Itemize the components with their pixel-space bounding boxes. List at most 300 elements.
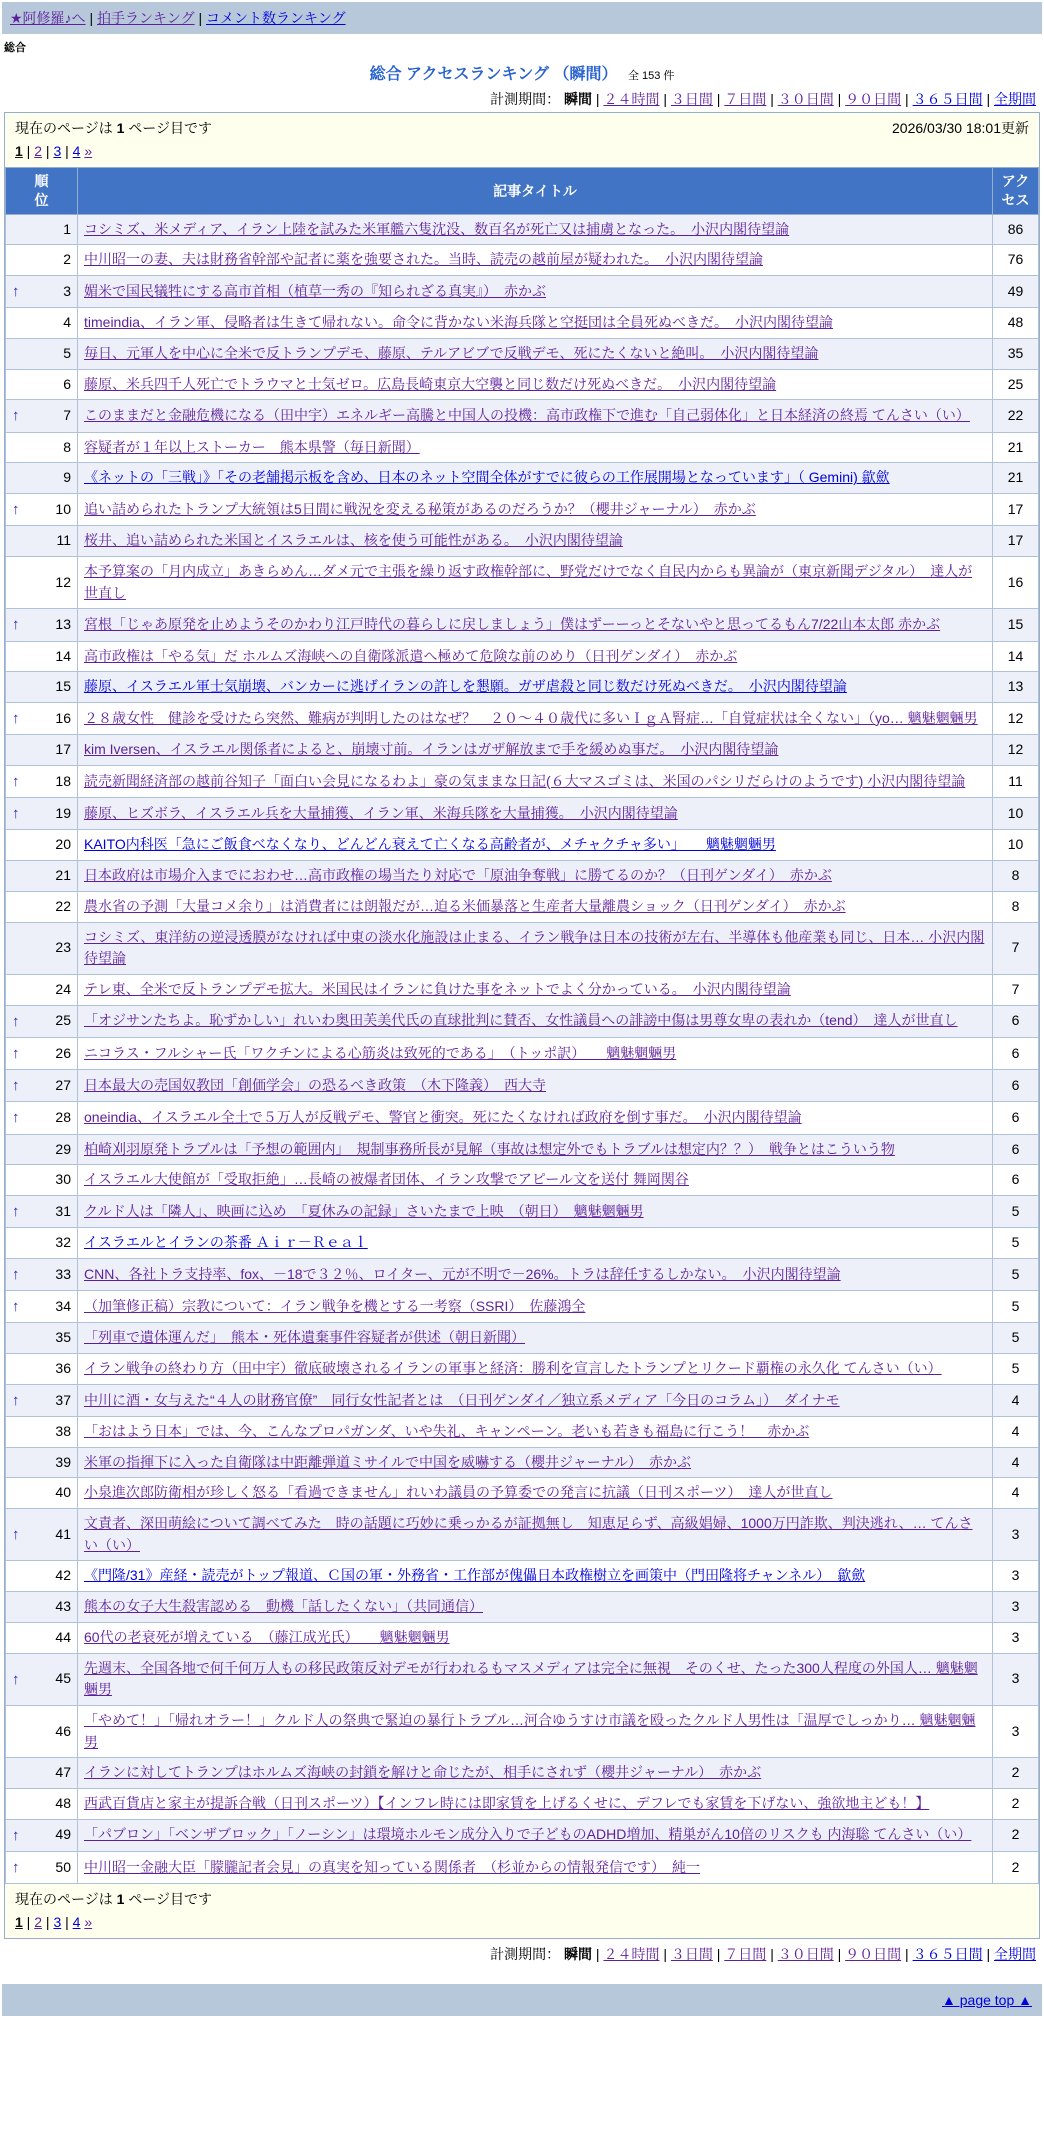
table-row [6, 891, 1039, 922]
rank-cell [6, 1070, 78, 1102]
rank-number: 26 [55, 1044, 71, 1061]
title-cell [78, 1622, 993, 1653]
rank-up-icon: ↑ [12, 1077, 20, 1095]
rank-cell [6, 1384, 78, 1416]
rank-inner [12, 1824, 71, 1847]
article-link[interactable]: 西武百貨店と家主が提訴合戦（日刊スポーツ）【インフレ時には即家賃を上げるくせに、デフレでも家賃を下げない、強欲地主ども！】 [84, 1794, 930, 1811]
article-link[interactable]: timeindia、イラン軍、侵略者は生きて帰れない。命令に背かない米海兵隊と空挺団は全員死ぬべきだ。 小沢内閣待望論 [84, 314, 834, 331]
rank-number: 15 [55, 678, 71, 695]
rank-cell [6, 1592, 78, 1623]
topbar-link-comment-ranking[interactable]: コメント数ランキング [206, 10, 346, 26]
article-link[interactable]: イランに対してトランプはホルムズ海峡の封鎖を解けと命じたが、相手にされず（櫻井ジャーナル） 赤かぶ [84, 1764, 762, 1781]
title-cell [78, 1561, 993, 1592]
rank-inner [12, 1627, 71, 1649]
article-link[interactable]: 読売新聞経済部の越前谷知子「面白い会見になるわよ」豪の気ままな日記(６大マスゴミは、米国のパシリだらけのようです) 小沢内閣待望論 [84, 772, 966, 789]
rank-inner [12, 707, 71, 730]
rank-inner [12, 676, 71, 698]
current-page-text: 現在のページは 1 ページ目です [15, 120, 213, 136]
title-cell [78, 369, 993, 400]
table-row [6, 369, 1039, 400]
title-cell [78, 1165, 993, 1196]
table-row [6, 609, 1039, 641]
period-link[interactable]: ２４時間 [603, 91, 660, 107]
table-row [6, 276, 1039, 308]
rank-number: 46 [55, 1722, 71, 1739]
rank-inner [12, 1263, 71, 1286]
rank-inner [12, 1523, 71, 1546]
table-row [6, 1323, 1039, 1354]
period-link[interactable]: ９０日間 [845, 91, 902, 107]
access-count: 7 [993, 922, 1039, 974]
article-link[interactable]: 柏崎刈羽原発トラブルは「予想の範囲内」 規制事務所長が見解（事故は想定外でもトラブルは想定内？？） 戦争とはこういう物 [84, 1140, 895, 1157]
rank-cell [6, 1561, 78, 1592]
rank-number: 22 [55, 897, 71, 914]
rank-up-icon: ↑ [12, 1265, 20, 1283]
title-cell [78, 1851, 993, 1883]
separator: | [982, 1946, 994, 1963]
access-count: 4 [993, 1478, 1039, 1509]
topbar [2, 2, 1042, 34]
title-cell [78, 1819, 993, 1851]
rank-inner [12, 1793, 71, 1815]
pagination-bottom [5, 1911, 1039, 1938]
title-wrap [0, 61, 1044, 84]
article-link[interactable]: 「おはよう日本」では、今、こんなプロパガンダ、いや失礼、キャンペーン。老いも若きも福島に行こう！ 赤かぶ [84, 1423, 810, 1440]
rank-cell [6, 308, 78, 339]
content-box [4, 112, 1040, 1939]
article-link[interactable]: 「オジサンたちよ。恥ずかしい」れいわ奥田芙美代氏の直球批判に賛否、女性議員への誹謗中傷は男尊女卑の表れか（tend） 達人が世直し [84, 1012, 958, 1029]
table-row [6, 463, 1039, 494]
article-link[interactable]: 日本政府は市場介入までにおわせ…高市政権の場当たり対応で「原油争奪戦」に勝てるのか？（日刊ゲンダイ） 赤かぶ [84, 867, 832, 884]
title-cell [78, 400, 993, 432]
page-title: 総合 アクセスランキング （瞬間） [369, 66, 618, 83]
article-link[interactable]: 熊本の女子大生殺害認める 動機「話したくない」（共同通信） [84, 1598, 483, 1615]
rank-inner [12, 219, 71, 241]
article-link[interactable]: ニコラス・フルシャー氏「ワクチンによる心筋炎は致死的である」 （トッポ訳） 魑魅魍魎男 [84, 1044, 677, 1061]
rank-cell [6, 1447, 78, 1478]
rank-number: 3 [63, 282, 71, 299]
table-row [6, 1653, 1039, 1705]
title-column-header: 記事タイトル [78, 168, 993, 215]
article-link[interactable]: 媚米で国民犠牲にする高市首相（植草一秀の『知られざる真実』） 赤かぶ [84, 282, 546, 299]
rank-number: 21 [55, 867, 71, 884]
article-link[interactable]: イスラエル大使館が「受取拒絶」…長崎の被爆者団体、イラン攻撃でアピール文を送付 舞岡関谷 [84, 1171, 689, 1188]
title-cell [78, 765, 993, 797]
rank-inner [12, 498, 71, 521]
separator: | [659, 1946, 671, 1963]
pagination-current-page: 1 [15, 143, 23, 159]
info-bar-bottom [5, 1884, 1039, 1911]
rank-number: 19 [55, 805, 71, 821]
separator: | [712, 1946, 725, 1963]
period-link[interactable]: ３０日間 [777, 1946, 834, 1963]
rank-number: 16 [55, 709, 71, 726]
article-link[interactable]: 藤原、ヒズボラ、イスラエル兵を大量捕獲、イラン軍、米海兵隊を大量捕獲。 小沢内閣待望論 [84, 805, 678, 821]
pagination-current-page: 1 [15, 1914, 23, 1931]
article-link[interactable]: ２８歳女性 健診を受けたら突然、難病が判明したのはなぜ？ ２０～４０歳代に多いＩｇＡ腎症…「自覚症状は全くない」（yo… 魑魅魍魎男 [84, 709, 978, 726]
access-count: 5 [993, 1291, 1039, 1323]
article-link[interactable]: コシミズ、東洋紡の逆浸透膜がなければ中東の淡水化施設は止まる、イラン戦争は日本の技術が左右、半導体も他産業も同じ、日本… 小沢内閣待望論 [84, 928, 985, 967]
access-count: 6 [993, 1102, 1039, 1134]
rank-number: 34 [55, 1297, 71, 1314]
article-link[interactable]: イスラエルとイランの茶番 Ａｉｒ－Ｒｅａｌ [84, 1234, 368, 1251]
rank-inner [12, 937, 71, 959]
article-link[interactable]: イラン戦争の終わり方（田中宇）徹底破壊されるイランの軍事と経済：勝利を宣言したトランプとリクード覇権の永久化 てんさい（い） [84, 1360, 942, 1377]
table-row [6, 922, 1039, 974]
access-count: 4 [993, 1417, 1039, 1448]
separator: | [592, 1946, 604, 1963]
separator: | [42, 1914, 54, 1931]
access-count: 14 [993, 641, 1039, 672]
rank-inner [12, 1482, 71, 1504]
pagination-page-link[interactable]: 2 [34, 1914, 43, 1931]
rank-cell [6, 1037, 78, 1069]
access-column-header: アクセス [993, 168, 1039, 215]
table-row [6, 735, 1039, 766]
separator: | [22, 1914, 35, 1931]
rank-cell [6, 1819, 78, 1851]
access-count: 5 [993, 1228, 1039, 1259]
title-cell [78, 276, 993, 308]
article-link[interactable]: コシミズ、米メディア、イラン上陸を試みた米軍艦六隻沈没、数百名が死亡又は捕虜となった。 小沢内閣待望論 [84, 220, 790, 237]
period-links-top [564, 91, 1036, 107]
article-link[interactable]: テレ東、全米で反トランプデモ拡大。米国民はイランに負けた事をネットでよく分かっている。 小沢内閣待望論 [84, 980, 791, 997]
table-row [6, 557, 1039, 609]
article-link[interactable]: 日本最大の売国奴教団「創価学会」の恐るべき政策 （木下隆義） 西大寺 [84, 1076, 546, 1093]
rank-number: 10 [55, 500, 71, 517]
rank-number: 38 [55, 1423, 71, 1440]
pagination-page-link[interactable]: 2 [34, 143, 43, 159]
title-cell [78, 308, 993, 339]
rank-number: 6 [63, 375, 71, 392]
rank-cell [6, 1417, 78, 1448]
period-link[interactable]: 全期間 [994, 1946, 1036, 1963]
access-count: 3 [993, 1705, 1039, 1757]
title-cell [78, 1228, 993, 1259]
title-cell [78, 798, 993, 830]
article-link[interactable]: 中川昭一の妻、夫は財務省幹部や記者に薬を強要された。当時、読売の越前屋が疑われた。 小沢内閣待望論 [84, 251, 763, 268]
article-link[interactable]: 宮根「じゃあ原発を止めようそのかわり江戸時代の暮らしに戻しましょう」僕はずーーっとそないやと思ってるもん7/22山本太郎 赤かぶ [84, 616, 941, 633]
table-row [6, 1070, 1039, 1102]
rank-inner [12, 1010, 71, 1033]
rank-number: 30 [55, 1171, 71, 1188]
rank-cell [6, 922, 78, 974]
title-cell [78, 830, 993, 861]
period-link[interactable]: ３０日間 [777, 91, 834, 107]
total-count: 全 153 件 [627, 70, 675, 82]
table-row [6, 432, 1039, 463]
rank-number: 7 [63, 407, 71, 424]
table-row [6, 1258, 1039, 1290]
access-count: 49 [993, 276, 1039, 308]
access-count: 22 [993, 400, 1039, 432]
rank-up-icon: ↑ [12, 805, 20, 823]
table-row [6, 1005, 1039, 1037]
rank-number: 28 [55, 1109, 71, 1126]
access-count: 2 [993, 1788, 1039, 1819]
article-link[interactable]: 中川昭一金融大臣「朦朧記者会見」の真実を知っている関係者 （杉並からの情報発信です） 純一 [84, 1858, 700, 1875]
rank-cell [6, 765, 78, 797]
footer-bar [2, 1984, 1042, 2016]
access-count: 15 [993, 609, 1039, 641]
separator: | [61, 143, 73, 159]
rank-number: 32 [55, 1234, 71, 1251]
rank-cell [6, 1258, 78, 1290]
article-link[interactable]: （加筆修正稿）宗教について：イラン戦争を機とする一考察（SSRI） 佐藤鴻全 [84, 1297, 586, 1314]
rank-number: 23 [55, 939, 71, 956]
current-page-text: 現在のページは 1 ページ目です [15, 1891, 213, 1908]
rank-inner [12, 770, 71, 793]
access-count: 3 [993, 1509, 1039, 1561]
table-row [6, 641, 1039, 672]
separator: | [766, 1946, 778, 1963]
table-row [6, 1851, 1039, 1883]
article-link[interactable]: 「やめて！」「帰れオラー！」クルド人の祭典で緊迫の暴行トラブル…河合ゆうすけ市議を殴ったクルド人男性は「温厚でしっかり… 魑魅魍魎男 [84, 1711, 976, 1750]
pagination-page-link[interactable]: 4 [72, 1914, 81, 1931]
title-cell [78, 432, 993, 463]
period-link[interactable]: ７日間 [724, 91, 767, 107]
rank-number: 8 [63, 438, 71, 455]
rank-cell [6, 1005, 78, 1037]
rank-inner [12, 739, 71, 761]
table-row [6, 1788, 1039, 1819]
page [0, 2, 1044, 2154]
title-cell [78, 1653, 993, 1705]
rank-number: 47 [55, 1764, 71, 1781]
article-link[interactable]: 容疑者が１年以上ストーカー 熊本県警（毎日新聞） [84, 438, 420, 455]
topbar-link-hakushu-ranking[interactable]: 拍手ランキング [96, 10, 195, 26]
title-cell [78, 922, 993, 974]
rank-inner [12, 1452, 71, 1474]
article-link[interactable]: kim Iversen、イスラエル関係者によると、崩壊寸前。イランはガザ解放まで手を緩めぬ事だ。 小沢内閣待望論 [84, 741, 779, 758]
rank-inner [12, 1389, 71, 1412]
rank-number: 44 [55, 1628, 71, 1645]
title-cell [78, 463, 993, 494]
table-row [6, 1478, 1039, 1509]
rank-cell [6, 641, 78, 672]
title-cell [78, 1417, 993, 1448]
title-cell [78, 1384, 993, 1416]
article-link[interactable]: 桜井、追い詰められた米国とイスラエルは、核を使う可能性がある。 小沢内閣待望論 [84, 532, 623, 549]
pagination-next-link[interactable]: » [84, 1914, 93, 1931]
separator: | [22, 143, 35, 159]
access-count: 17 [993, 494, 1039, 526]
rank-inner [12, 312, 71, 334]
section-label: 総合 [4, 42, 26, 54]
rank-inner [12, 1200, 71, 1223]
pagination-next-link[interactable]: » [84, 143, 93, 159]
title-cell [78, 339, 993, 370]
article-link[interactable]: 小泉進次郎防衛相が珍しく怒る「看過できません」れいわ議員の予算委での発言に抗議（日刊スポーツ） 達人が世直し [84, 1484, 833, 1501]
rank-number: 31 [55, 1202, 71, 1219]
access-count: 6 [993, 1070, 1039, 1102]
title-cell [78, 861, 993, 892]
article-link[interactable]: 本予算案の「月内成立」あきらめん…ダメ元で主張を繰り返す政権幹部に、野党だけでなく自民内からも異論が（東京新聞デジタル） 達人が世直し [84, 563, 973, 601]
rank-number: 33 [55, 1265, 71, 1282]
title-cell [78, 1102, 993, 1134]
article-link[interactable]: 毎日、元軍人を中心に全米で反トランプデモ、藤原、テルアビブで反戦デモ、死にたくないと絶叫。 小沢内閣待望論 [84, 345, 819, 362]
access-count: 3 [993, 1592, 1039, 1623]
page-top-link[interactable]: ▲ page top ▲ [942, 1992, 1032, 2009]
access-count: 21 [993, 463, 1039, 494]
rank-cell [6, 1134, 78, 1165]
rank-inner [12, 865, 71, 887]
rank-cell [6, 1509, 78, 1561]
access-count: 10 [993, 830, 1039, 861]
table-row [6, 1134, 1039, 1165]
access-count: 3 [993, 1561, 1039, 1592]
article-link[interactable]: このままだと金融危機になる（田中宇）エネルギー高騰と中国人の投機：高市政権下で進む「自己弱体化」と日本経済の終焉 てんさい（い） [84, 407, 970, 424]
rank-inner [12, 1596, 71, 1618]
article-link[interactable]: 追い詰められたトランプ大統領は5日間に戦況を変える秘策があるのだろうか？（櫻井ジャーナル） 赤かぶ [84, 500, 756, 517]
access-count: 13 [993, 672, 1039, 703]
rank-inner [12, 374, 71, 396]
article-link[interactable]: 藤原、イスラエル軍士気崩壊、バンカーに逃げイランの許しを懇願。ガザ虐殺と同じ数だけ死ぬべきだ。 小沢内閣待望論 [84, 678, 847, 695]
rank-number: 24 [55, 980, 71, 997]
period-link[interactable]: ３日間 [670, 1946, 713, 1963]
table-row [6, 798, 1039, 830]
rank-number: 20 [55, 836, 71, 853]
article-link[interactable]: KAITO内科医「急にご飯食べなくなり、どんどん衰えて亡くなる高齢者が、メチャクチャ多い」 魑魅魍魎男 [84, 836, 776, 853]
rank-cell [6, 463, 78, 494]
rank-number: 27 [55, 1076, 71, 1093]
article-link[interactable]: oneindia、イスラエル全土で５万人が反戦デモ、警官と衝突。死にたくなければ政府を倒す事だ。 小沢内閣待望論 [84, 1109, 802, 1126]
rank-up-icon: ↑ [12, 283, 20, 301]
title-cell [78, 526, 993, 557]
access-count: 7 [993, 974, 1039, 1005]
article-link[interactable]: 《ネットの「三戦」》「その老舗掲示板を含め、日本のネット空間全体がすでに彼らの工作展開場となっています」（ Gemini) 歙歛 [84, 469, 890, 486]
access-count: 5 [993, 1323, 1039, 1354]
rank-cell [6, 672, 78, 703]
info-bar-top [5, 113, 1039, 140]
access-count: 11 [993, 765, 1039, 797]
period-link[interactable]: 全期間 [994, 91, 1036, 107]
rank-number: 17 [55, 741, 71, 758]
title-cell [78, 891, 993, 922]
pagination-page-link[interactable]: 3 [53, 143, 62, 159]
rank-inner [12, 1856, 71, 1879]
title-cell [78, 557, 993, 609]
article-link[interactable]: CNN、各社トラ支持率、fox、－18で３２％、ロイター、元が不明で－26%。トラは辞任するしかない。 小沢内閣待望論 [84, 1265, 841, 1282]
rank-inner [12, 1565, 71, 1587]
rank-number: 43 [55, 1598, 71, 1615]
table-row [6, 245, 1039, 276]
period-link[interactable]: ２４時間 [603, 1946, 660, 1963]
access-count: 86 [993, 214, 1039, 245]
pagination-page-link[interactable]: 3 [53, 1914, 62, 1931]
rank-cell [6, 861, 78, 892]
rank-inner [12, 1762, 71, 1784]
article-link[interactable]: 「パブロン」「ベンザブロック」「ノーシン」は環境ホルモン成分入りで子どものADHD増加、精巣がん10倍のリスクも 内海聡 てんさい（い） [84, 1826, 972, 1843]
topbar-link-asyura-home[interactable]: ★阿修羅♪へ [10, 10, 86, 26]
rank-cell [6, 1323, 78, 1354]
rank-cell [6, 609, 78, 641]
article-link[interactable]: 農水省の予測「大量コメ余り」は消費者には朗報だが…迫る米価暴落と生産者大量離農ショック（日刊ゲンダイ） 赤かぶ [84, 897, 846, 914]
table-row [6, 214, 1039, 245]
rank-up-icon: ↑ [12, 1391, 20, 1409]
title-cell [78, 1788, 993, 1819]
period-link[interactable]: ７日間 [724, 1946, 767, 1963]
rank-up-icon: ↑ [12, 407, 20, 425]
rank-up-icon: ↑ [12, 616, 20, 634]
rank-column-header: 順位 [6, 168, 78, 215]
period-line-bottom [8, 1944, 1036, 1964]
rank-cell [6, 1705, 78, 1757]
title-cell [78, 245, 993, 276]
article-link[interactable]: 米軍の指揮下に入った自衛隊は中距離弾道ミサイルで中国を威嚇する（櫻井ジャーナル） 赤かぶ [84, 1453, 692, 1470]
rank-inner [12, 613, 71, 636]
table-row [6, 1592, 1039, 1623]
current-page-number: 1 [116, 120, 125, 136]
rank-cell [6, 735, 78, 766]
table-row [6, 672, 1039, 703]
period-link[interactable]: ９０日間 [845, 1946, 902, 1963]
article-link[interactable]: 《門隆/31》産経・読売がトップ報道、Ｃ国の軍・外務省・工作部が傀儡日本政権樹立を画策中（門田隆将チャンネル） 歙歛 [84, 1567, 866, 1584]
access-count: 2 [993, 1851, 1039, 1883]
rank-cell [6, 830, 78, 861]
period-current: 瞬間 [564, 91, 593, 107]
table-row [6, 1195, 1039, 1227]
access-count: 3 [993, 1622, 1039, 1653]
rank-number: 45 [55, 1670, 71, 1687]
access-count: 6 [993, 1165, 1039, 1196]
article-link[interactable]: 60代の老衰死が増えている （藤江成光氏） 魑魅魍魎男 [84, 1628, 450, 1645]
table-row [6, 765, 1039, 797]
period-links-bottom [564, 1946, 1036, 1962]
rank-cell [6, 703, 78, 735]
rank-cell [6, 432, 78, 463]
title-cell [78, 214, 993, 245]
rank-number: 11 [56, 532, 71, 549]
access-count: 6 [993, 1037, 1039, 1069]
access-count: 5 [993, 1195, 1039, 1227]
rank-up-icon: ↑ [12, 710, 20, 728]
title-cell [78, 1291, 993, 1323]
rank-inner [12, 1074, 71, 1097]
access-count: 35 [993, 339, 1039, 370]
rank-inner [12, 343, 71, 365]
separator: | [659, 91, 671, 107]
article-link[interactable]: クルド人は「隣人」、映画に込め 「夏休みの記録」さいたまで上映 （朝日） 魑魅魍魎男 [84, 1202, 644, 1219]
article-link[interactable]: 先週末、全国各地で何千何万人もの移民政策反対デモが行われるもマスメディアは完全に無視 そのくせ、たった300人程度の外国人… 魑魅魍魎男 [84, 1659, 978, 1698]
table-row [6, 1705, 1039, 1757]
article-link[interactable]: 中川に酒・女与えた“４人の財務官僚” 同行女性記者とは （日刊ゲンダイ／独立系メディア「今日のコラム」） ダイナモ [84, 1391, 840, 1408]
rank-up-icon: ↑ [12, 1202, 20, 1220]
rank-number: 2 [63, 251, 71, 268]
pagination-page-link[interactable]: 4 [72, 143, 81, 159]
rank-inner [12, 467, 71, 489]
article-link[interactable]: 高市政権は「やる気」だ ホルムズ海峡への自衛隊派遣へ極めて危険な前のめり（日刊ゲンダイ） 赤かぶ [84, 647, 738, 664]
rank-number: 40 [55, 1484, 71, 1501]
article-link[interactable]: 「列車で遺体運んだ」 熊本・死体遺棄事件容疑者が供述（朝日新聞） [84, 1329, 525, 1346]
article-link[interactable]: 藤原、米兵四千人死亡でトラウマと士気ゼロ。広島長崎東京大空襲と同じ数だけ死ぬべきだ。 小沢内閣待望論 [84, 375, 777, 392]
period-link[interactable]: ３日間 [670, 91, 713, 107]
rank-cell [6, 494, 78, 526]
rank-up-icon: ↑ [12, 1298, 20, 1316]
period-link[interactable]: ３６５日間 [912, 91, 983, 107]
title-cell [78, 1509, 993, 1561]
rank-cell [6, 214, 78, 245]
rank-inner [12, 1106, 71, 1129]
table-row [6, 861, 1039, 892]
rank-number: 14 [55, 647, 71, 664]
period-label: 計測期間： [490, 1946, 561, 1963]
table-row [6, 1417, 1039, 1448]
period-link[interactable]: ３６５日間 [912, 1946, 983, 1963]
article-link[interactable]: 文責者、深田萌絵について調べてみた 時の話題に巧妙に乗っかるが証拠無し 知恵足らず、高級娼婦、1000万円詐欺、判決逃れ、… てんさい（い） [84, 1515, 973, 1553]
rank-number: 18 [55, 772, 71, 789]
access-count: 8 [993, 861, 1039, 892]
